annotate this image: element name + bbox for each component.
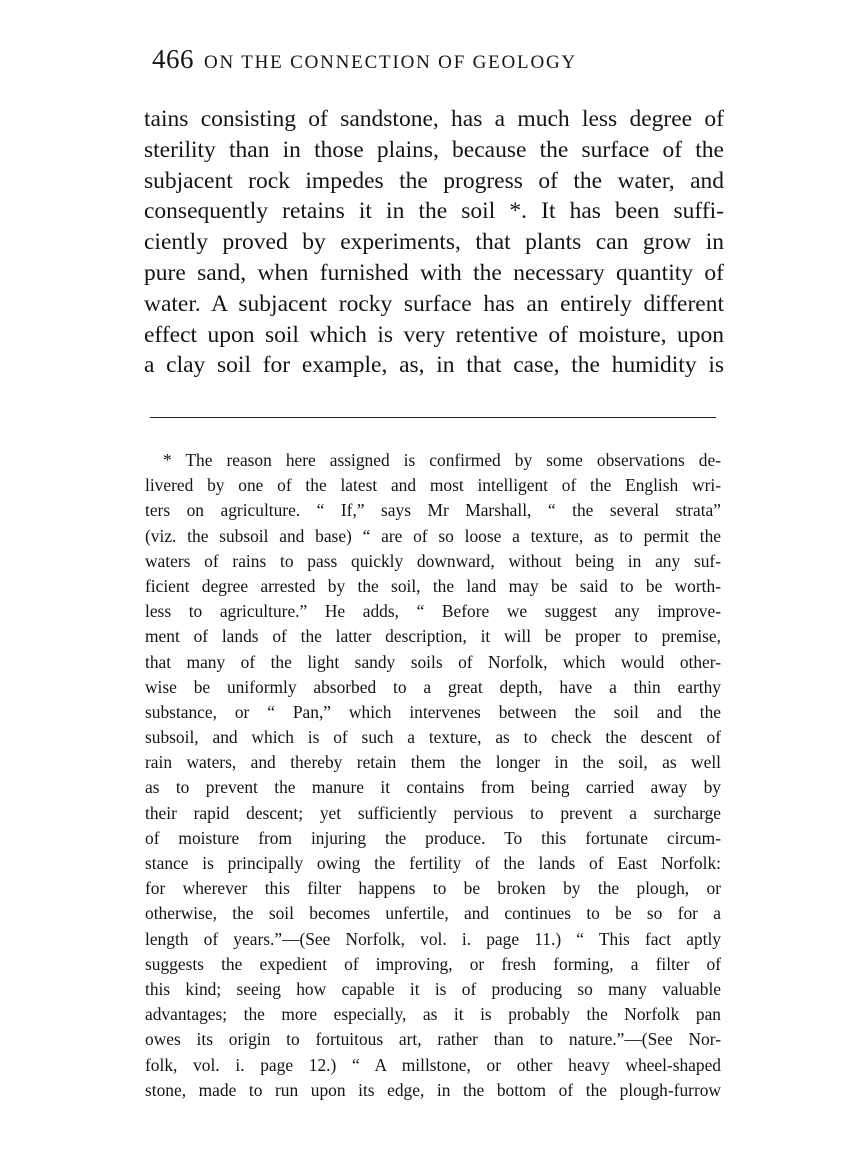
footnote-line: this kind; seeing how capable it is of producing so many valuable: [145, 978, 721, 999]
footnote-line: wise be uniformly absorbed to a great depth, have a thin earthy: [145, 676, 721, 697]
body-line: ciently proved by experiments, that plants can grow in: [144, 229, 724, 256]
footnote-line: ficient degree arrested by the soil, the land may be said to be worth-: [145, 575, 721, 596]
body-line: sterility than in those plains, because the surface of the: [144, 136, 724, 163]
body-line: water. A subjacent rocky surface has an entirely different: [144, 290, 724, 317]
footnote: [145, 448, 721, 1103]
footnote-line: rain waters, and thereby retain them the longer in the soil, as well: [145, 752, 721, 773]
footnote-line: of moisture from injuring the produce. To this fortunate circum-: [145, 827, 721, 848]
running-head: [152, 44, 712, 78]
footnote-line: folk, vol. i. page 12.) “ A millstone, or other heavy wheel-shaped: [145, 1054, 721, 1075]
body-line: subjacent rock impedes the progress of the water, and: [144, 167, 724, 194]
footnote-line: subsoil, and which is of such a texture, as to check the descent of: [145, 727, 721, 748]
footnote-line: owes its origin to fortuitous art, rather than to nature.”—(See Nor-: [145, 1029, 721, 1050]
body-line: a clay soil for example, as, in that case, the humidity is: [144, 352, 724, 379]
body-line: pure sand, when furnished with the necessary quantity of: [144, 259, 724, 286]
footnote-line: livered by one of the latest and most intelligent of the English wri-: [145, 475, 721, 496]
body-text: [144, 104, 724, 381]
footnote-line: length of years.”—(See Norfolk, vol. i. page 11.) “ This fact aptly: [145, 928, 721, 949]
footnote-line: stance is principally owing the fertility of the lands of East Norfolk:: [145, 853, 721, 873]
footnote-rule: [150, 417, 716, 418]
footnote-line: that many of the light sandy soils of Norfolk, which would other-: [145, 651, 721, 672]
footnote-line: otherwise, the soil becomes unfertile, and continues to be so for a: [145, 903, 721, 924]
footnote-line: ters on agriculture. “ If,” says Mr Marshall, “ the several strata”: [145, 500, 721, 521]
footnote-line: * The reason here assigned is confirmed by some observations de-: [163, 450, 721, 470]
footnote-line: for wherever this filter happens to be broken by the plough, or: [145, 878, 721, 899]
footnote-line: their rapid descent; yet sufficiently pervious to prevent a surcharge: [145, 802, 721, 823]
footnote-line: advantages; the more especially, as it is probably the Norfolk pan: [145, 1004, 721, 1025]
footnote-line: substance, or “ Pan,” which intervenes between the soil and the: [145, 701, 721, 722]
footnote-line: less to agriculture.” He adds, “ Before we suggest any improve-: [145, 601, 721, 622]
footnote-line: (viz. the subsoil and base) “ are of so loose a texture, as to permit the: [145, 525, 721, 546]
body-line: consequently retains it in the soil *. It has been suffi-: [144, 198, 724, 225]
body-line: effect upon soil which is very retentive of moisture, upon: [144, 321, 724, 348]
footnote-line: ment of lands of the latter description, it will be proper to premise,: [145, 626, 721, 647]
body-line: tains consisting of sandstone, has a much less degree of: [144, 106, 724, 132]
footnote-line: waters of rains to pass quickly downward, without being in any suf-: [145, 550, 721, 571]
footnote-line: as to prevent the manure it contains from being carried away by: [145, 777, 721, 798]
running-title: ON THE CONNECTION OF GEOLOGY: [204, 52, 578, 73]
footnote-line: stone, made to run upon its edge, in the bottom of the plough-furrow: [145, 1079, 721, 1100]
page-number: 466: [152, 44, 194, 74]
footnote-line: suggests the expedient of improving, or fresh forming, a filter of: [145, 953, 721, 974]
